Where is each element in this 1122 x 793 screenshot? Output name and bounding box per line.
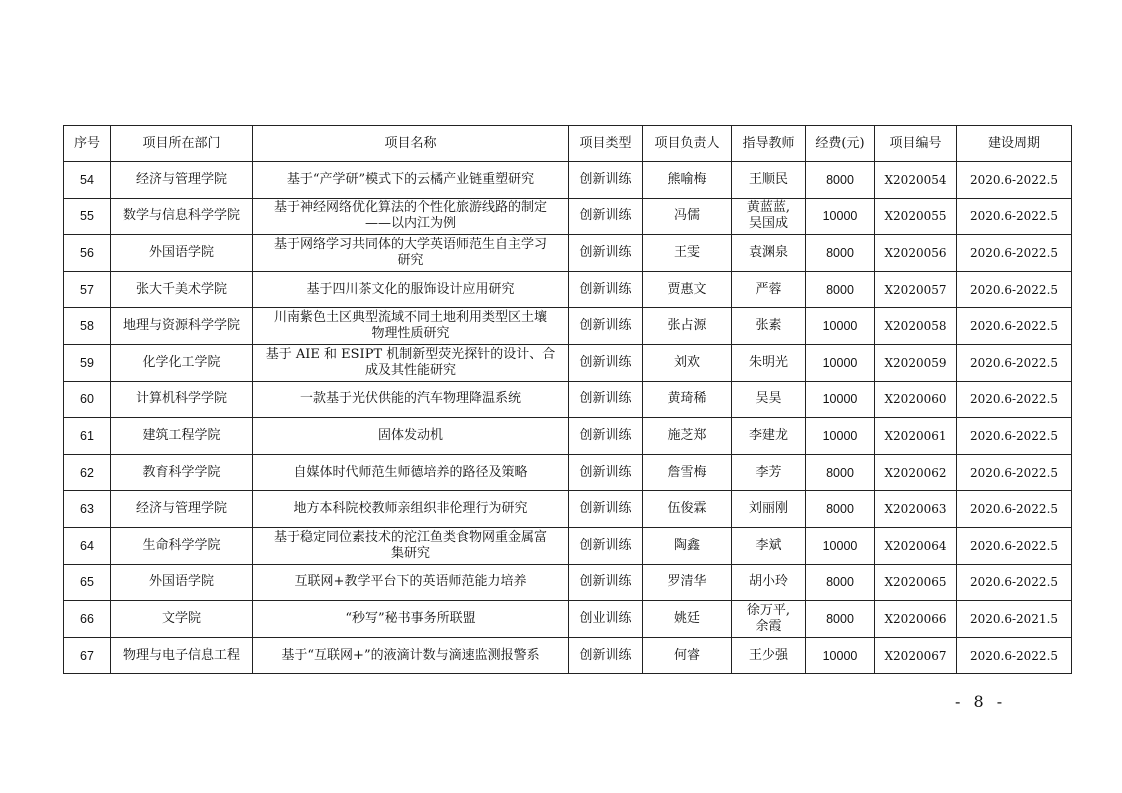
cell-project-name: 基于四川茶文化的服饰设计应用研究 <box>253 271 569 308</box>
col-header-funding: 经费(元) <box>806 126 875 162</box>
table-row <box>64 527 1072 564</box>
cell-funding: 10000 <box>806 381 875 418</box>
table-row <box>64 162 1072 199</box>
table-row <box>64 637 1072 674</box>
cell-project-name: 一款基于光伏供能的汽车物理降温系统 <box>253 381 569 418</box>
cell-index: 55 <box>64 198 111 235</box>
cell-code: X2020067 <box>875 637 957 674</box>
table-row <box>64 454 1072 491</box>
cell-period: 2020.6-2022.5 <box>957 344 1072 381</box>
cell-advisor: 李斌 <box>732 527 806 564</box>
col-header-department: 项目所在部门 <box>111 126 253 162</box>
cell-funding: 8000 <box>806 601 875 638</box>
cell-period: 2020.6-2022.5 <box>957 271 1072 308</box>
cell-advisor: 黄蓝蓝, 吴国成 <box>732 198 806 235</box>
cell-project-name: 地方本科院校教师亲组织非伦理行为研究 <box>253 491 569 528</box>
cell-advisor: 李建龙 <box>732 418 806 455</box>
cell-index: 65 <box>64 564 111 601</box>
table-row <box>64 564 1072 601</box>
cell-funding: 10000 <box>806 308 875 345</box>
cell-project-name: 川南紫色土区典型流域不同土地利用类型区土壤 物理性质研究 <box>253 308 569 345</box>
cell-funding: 10000 <box>806 418 875 455</box>
cell-leader: 冯儒 <box>643 198 732 235</box>
cell-leader: 贾惠文 <box>643 271 732 308</box>
cell-department: 经济与管理学院 <box>111 162 253 199</box>
cell-code: X2020062 <box>875 454 957 491</box>
cell-code: X2020066 <box>875 601 957 638</box>
cell-period: 2020.6-2022.5 <box>957 162 1072 199</box>
cell-advisor: 吴昊 <box>732 381 806 418</box>
cell-advisor: 朱明光 <box>732 344 806 381</box>
cell-period: 2020.6-2022.5 <box>957 198 1072 235</box>
cell-code: X2020065 <box>875 564 957 601</box>
cell-code: X2020059 <box>875 344 957 381</box>
cell-leader: 罗清华 <box>643 564 732 601</box>
cell-type: 创新训练 <box>569 564 643 601</box>
cell-advisor: 刘丽刚 <box>732 491 806 528</box>
cell-department: 数学与信息科学学院 <box>111 198 253 235</box>
cell-department: 张大千美术学院 <box>111 271 253 308</box>
cell-type: 创新训练 <box>569 454 643 491</box>
col-header-type: 项目类型 <box>569 126 643 162</box>
cell-period: 2020.6-2022.5 <box>957 564 1072 601</box>
cell-project-name: 基于 AIE 和 ESIPT 机制新型荧光探针的设计、合 成及其性能研究 <box>253 344 569 381</box>
cell-index: 62 <box>64 454 111 491</box>
cell-leader: 张占源 <box>643 308 732 345</box>
cell-index: 67 <box>64 637 111 674</box>
cell-index: 59 <box>64 344 111 381</box>
project-table <box>63 125 1072 674</box>
cell-advisor: 王少强 <box>732 637 806 674</box>
cell-leader: 何睿 <box>643 637 732 674</box>
cell-funding: 10000 <box>806 527 875 564</box>
cell-index: 58 <box>64 308 111 345</box>
table-row <box>64 271 1072 308</box>
table-row <box>64 418 1072 455</box>
cell-index: 61 <box>64 418 111 455</box>
cell-type: 创新训练 <box>569 235 643 272</box>
cell-department: 计算机科学学院 <box>111 381 253 418</box>
cell-project-name: 固体发动机 <box>253 418 569 455</box>
cell-type: 创新训练 <box>569 344 643 381</box>
cell-code: X2020057 <box>875 271 957 308</box>
header-row <box>64 126 1072 162</box>
cell-code: X2020058 <box>875 308 957 345</box>
cell-funding: 8000 <box>806 235 875 272</box>
cell-department: 生命科学学院 <box>111 527 253 564</box>
cell-advisor: 严蓉 <box>732 271 806 308</box>
cell-department: 化学化工学院 <box>111 344 253 381</box>
cell-type: 创新训练 <box>569 381 643 418</box>
cell-type: 创新训练 <box>569 491 643 528</box>
cell-type: 创新训练 <box>569 418 643 455</box>
cell-leader: 詹雪梅 <box>643 454 732 491</box>
cell-department: 文学院 <box>111 601 253 638</box>
page-number: - 8 - <box>955 692 1007 711</box>
cell-index: 64 <box>64 527 111 564</box>
table-row <box>64 381 1072 418</box>
cell-type: 创新训练 <box>569 198 643 235</box>
cell-type: 创新训练 <box>569 271 643 308</box>
cell-index: 63 <box>64 491 111 528</box>
cell-leader: 刘欢 <box>643 344 732 381</box>
cell-type: 创业训练 <box>569 601 643 638</box>
col-header-leader: 项目负责人 <box>643 126 732 162</box>
cell-type: 创新训练 <box>569 308 643 345</box>
table-row <box>64 308 1072 345</box>
col-header-project-name: 项目名称 <box>253 126 569 162</box>
cell-code: X2020054 <box>875 162 957 199</box>
cell-period: 2020.6-2022.5 <box>957 381 1072 418</box>
cell-project-name: 互联网+教学平台下的英语师范能力培养 <box>253 564 569 601</box>
cell-project-name: “秒写”秘书事务所联盟 <box>253 601 569 638</box>
col-header-period: 建设周期 <box>957 126 1072 162</box>
cell-advisor: 王顺民 <box>732 162 806 199</box>
cell-code: X2020064 <box>875 527 957 564</box>
cell-advisor: 李芳 <box>732 454 806 491</box>
cell-period: 2020.6-2022.5 <box>957 637 1072 674</box>
cell-leader: 熊喻梅 <box>643 162 732 199</box>
cell-project-name: 基于“互联网+”的液滴计数与滴速监测报警系 <box>253 637 569 674</box>
cell-leader: 姚廷 <box>643 601 732 638</box>
cell-type: 创新训练 <box>569 527 643 564</box>
cell-advisor: 徐万平, 余霞 <box>732 601 806 638</box>
cell-funding: 8000 <box>806 564 875 601</box>
table-row <box>64 601 1072 638</box>
cell-period: 2020.6-2022.5 <box>957 491 1072 528</box>
cell-period: 2020.6-2022.5 <box>957 308 1072 345</box>
cell-project-name: 基于网络学习共同体的大学英语师范生自主学习 研究 <box>253 235 569 272</box>
cell-leader: 黄琦稀 <box>643 381 732 418</box>
cell-funding: 10000 <box>806 198 875 235</box>
cell-funding: 10000 <box>806 637 875 674</box>
cell-leader: 王雯 <box>643 235 732 272</box>
table-row <box>64 235 1072 272</box>
cell-code: X2020063 <box>875 491 957 528</box>
cell-funding: 8000 <box>806 271 875 308</box>
cell-department: 地理与资源科学学院 <box>111 308 253 345</box>
table-row <box>64 198 1072 235</box>
cell-period: 2020.6-2022.5 <box>957 454 1072 491</box>
cell-leader: 施芝郑 <box>643 418 732 455</box>
cell-department: 经济与管理学院 <box>111 491 253 528</box>
cell-period: 2020.6-2022.5 <box>957 418 1072 455</box>
cell-project-name: 基于“产学研”模式下的云橘产业链重塑研究 <box>253 162 569 199</box>
cell-project-name: 基于稳定同位素技术的沱江鱼类食物网重金属富 集研究 <box>253 527 569 564</box>
table-row <box>64 491 1072 528</box>
cell-funding: 8000 <box>806 162 875 199</box>
col-header-code: 项目编号 <box>875 126 957 162</box>
cell-funding: 8000 <box>806 491 875 528</box>
cell-project-name: 基于神经网络优化算法的个性化旅游线路的制定 ——以内江为例 <box>253 198 569 235</box>
cell-leader: 伍俊霖 <box>643 491 732 528</box>
cell-type: 创新训练 <box>569 637 643 674</box>
cell-department: 物理与电子信息工程 <box>111 637 253 674</box>
col-header-advisor: 指导教师 <box>732 126 806 162</box>
cell-index: 54 <box>64 162 111 199</box>
cell-funding: 10000 <box>806 344 875 381</box>
cell-project-name: 自媒体时代师范生师德培养的路径及策略 <box>253 454 569 491</box>
cell-index: 56 <box>64 235 111 272</box>
table-row <box>64 344 1072 381</box>
cell-type: 创新训练 <box>569 162 643 199</box>
cell-period: 2020.6-2021.5 <box>957 601 1072 638</box>
cell-department: 外国语学院 <box>111 235 253 272</box>
cell-index: 57 <box>64 271 111 308</box>
cell-period: 2020.6-2022.5 <box>957 527 1072 564</box>
cell-code: X2020060 <box>875 381 957 418</box>
cell-leader: 陶鑫 <box>643 527 732 564</box>
cell-period: 2020.6-2022.5 <box>957 235 1072 272</box>
cell-department: 建筑工程学院 <box>111 418 253 455</box>
cell-department: 教育科学学院 <box>111 454 253 491</box>
cell-code: X2020056 <box>875 235 957 272</box>
cell-funding: 8000 <box>806 454 875 491</box>
cell-index: 60 <box>64 381 111 418</box>
cell-advisor: 张素 <box>732 308 806 345</box>
cell-index: 66 <box>64 601 111 638</box>
col-header-index: 序号 <box>64 126 111 162</box>
cell-code: X2020061 <box>875 418 957 455</box>
cell-department: 外国语学院 <box>111 564 253 601</box>
cell-code: X2020055 <box>875 198 957 235</box>
cell-advisor: 袁渊泉 <box>732 235 806 272</box>
cell-advisor: 胡小玲 <box>732 564 806 601</box>
